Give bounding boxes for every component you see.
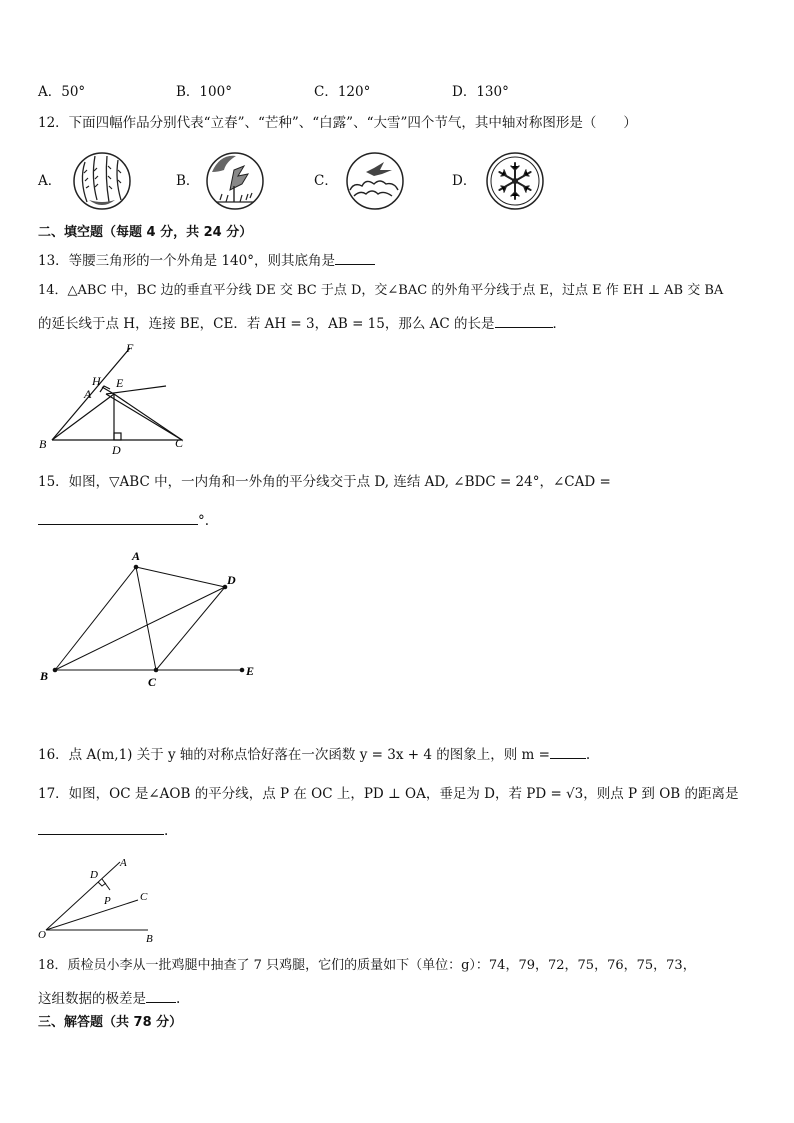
q13-answer-blank[interactable] [335,250,375,265]
segment-be [52,394,114,440]
section-3-heading: 三、解答题（共 78 分） [38,1015,183,1030]
label-d: D [227,573,236,587]
q16-period: . [585,747,591,763]
q16-answer-blank[interactable] [550,744,586,759]
right-angle-mark-d [114,433,121,440]
exterior-bisector-ray [106,386,166,394]
q18-line-2 [38,988,180,1008]
q14-line-2-text: 的延长线于点 H，连接 BE，CE．若 AH = 3，AB = 15，那么 AC 的长是 [38,316,495,332]
q17-answer-blank[interactable] [38,820,164,835]
q18-text: 这组数据的极差是 [38,991,146,1007]
q12-option-a-label: A． [38,173,62,189]
q18-line-1: 18．质检员小李从一批鸡腿中抽查了 7 只鸡腿，它们的质量如下（单位：g）：74，79，72，75，76，75，73， [38,958,696,973]
q18-period: . [176,991,181,1007]
q17-line-1: 17．如图，OC 是∠AOB 的平分线，点 P 在 OC 上，PD ⊥ OA，垂足为 D，若 PD = √3，则点 P 到 OB 的距离是 [38,786,739,802]
q14-period: ． [552,316,567,332]
q18-answer-blank[interactable] [146,988,176,1003]
section-2-heading: 二、填空题（每题 4 分，共 24 分） [38,225,253,240]
label-e: E [116,376,124,390]
q12-question: 12．下面四幅作品分别代表“立春”、“芒种”、“白露”、“大雪”四个节气，其中轴对称图形是（ ） [38,115,637,131]
q12-option-d-label: D． [452,173,477,189]
label-d: D [112,443,121,455]
q16-question [38,744,590,764]
label-c: C [140,891,148,903]
label-b: B [40,669,49,683]
segment-ce [114,394,182,440]
label-c: C [175,436,184,450]
q15-line-1: 15．如图，▽ABC 中，一内角和一外角的平分线交于点 D, 连结 AD, ∠BDC = 24°，∠CAD = [38,474,611,490]
segment-bd [55,587,225,670]
q14-figure [34,340,194,455]
q15-figure [36,545,266,690]
q17-period: . [164,823,169,839]
label-d: D [90,869,98,881]
q16-text: 16．点 A(m,1) 关于 y 轴的对称点恰好落在一次函数 y = 3x + 4 的图象上，则 m = [38,747,550,763]
ray-oc [46,900,138,930]
label-c: C [148,675,157,689]
q12-option-c-label: C． [314,173,338,189]
segment-ad [136,567,225,587]
q14-line-2 [38,313,566,333]
label-a: A [132,549,141,563]
q15-degree-suffix: °. [198,513,210,529]
label-h: H [92,374,101,388]
label-f: F [126,341,134,355]
q11-option-d: D．130° [452,84,509,100]
snowflake-icon [484,150,546,212]
segment-ba [55,567,136,670]
label-a: A [84,387,92,401]
q13-question [38,250,375,270]
willow-branches-icon [71,150,133,212]
label-b: B [146,933,153,945]
q17-figure [34,850,174,945]
q13-text: 13．等腰三角形的一个外角是 140°，则其底角是 [38,253,335,269]
q11-option-c: C．120° [314,84,371,100]
q15-line-2 [38,510,209,530]
segment-cd [156,587,225,670]
label-e: E [246,664,255,678]
q15-answer-blank[interactable] [38,510,198,525]
segment-ac [136,567,156,670]
q17-line-2 [38,820,168,840]
q12-option-b-label: B． [176,173,200,189]
sprout-leaves-icon [204,150,266,212]
q14-line-1: 14．△ABC 中，BC 边的垂直平分线 DE 交 BC 于点 D，交∠BAC 的外角平分线于点 E，过点 E 作 EH ⊥ AB 交 BA [38,283,724,298]
label-p: P [104,895,111,907]
label-o: O [38,929,46,941]
q11-option-b: B．100° [176,84,232,100]
q11-option-a: A．50° [38,84,86,100]
label-b: B [39,437,47,451]
q14-answer-blank[interactable] [495,313,553,328]
bird-over-clouds-icon [344,150,406,212]
label-a: A [120,857,127,869]
